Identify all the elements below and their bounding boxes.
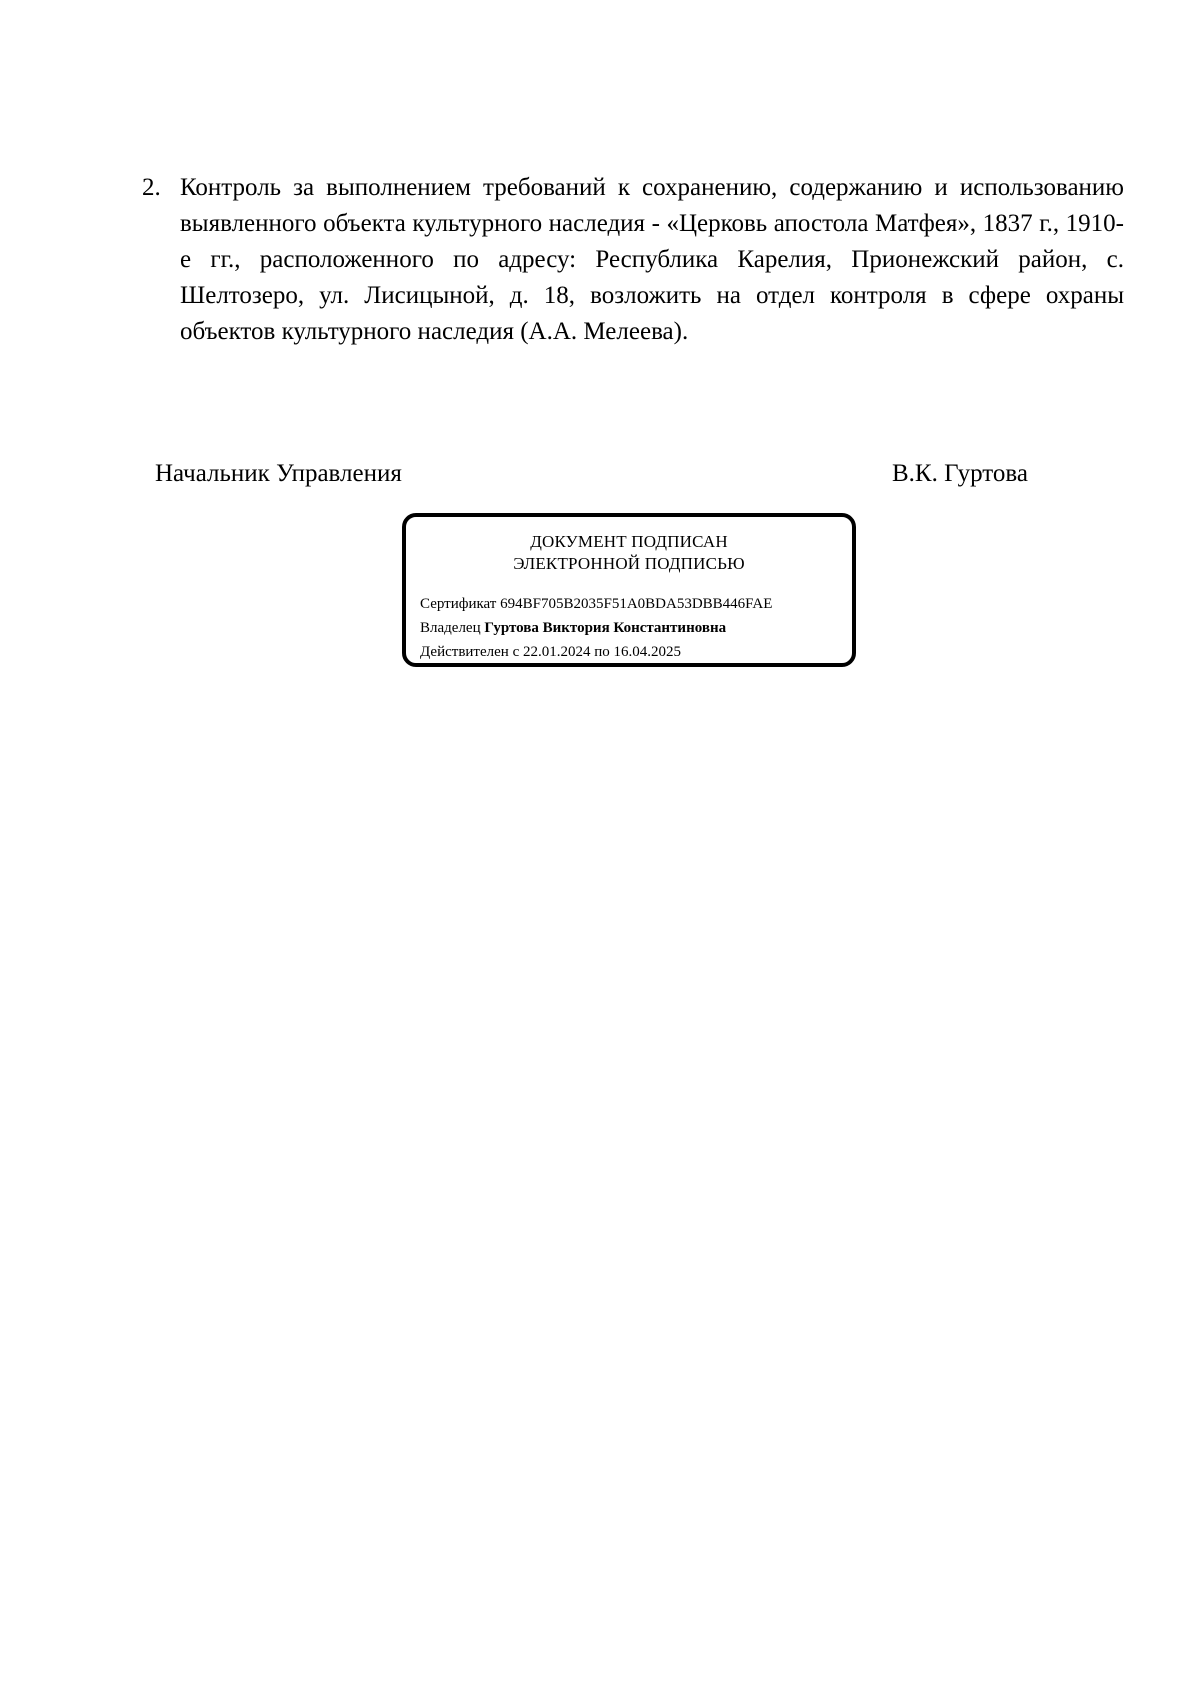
stamp-heading-line-2: ЭЛЕКТРОННОЙ ПОДПИСЬЮ <box>513 554 745 573</box>
electronic-signature-stamp <box>402 513 856 667</box>
stamp-heading <box>406 531 852 575</box>
owner-label: Владелец <box>420 620 481 636</box>
validity-label: Действителен <box>420 644 509 660</box>
validity-from-prefix: с <box>512 644 520 660</box>
signatory-title: Начальник Управления <box>155 460 402 487</box>
clause-2 <box>142 170 1124 350</box>
owner-value: Гуртова Виктория Константиновна <box>484 620 727 636</box>
signatory-name: В.К. Гуртова <box>892 460 1028 487</box>
certificate-label: Сертификат <box>420 596 497 612</box>
validity-from: 22.01.2024 <box>522 644 591 660</box>
clause-number: 2. <box>142 174 161 201</box>
stamp-certificate-row <box>420 595 772 613</box>
stamp-owner-row <box>420 619 726 637</box>
clause-text: Контроль за выполнением требований к сохранению, содержанию и использованию выявленного объекта культурного наследия - «Церковь апостола Матфея», 1837 г., 1910-е гг., расположенного по адресу: Республика Карелия, Прионежский район, с. Шелтозеро, ул. Лисицыной, д. 18, возложить на отдел контроля в сфере охраны объектов культурного наследия (А.А. Мелеева). <box>180 174 1124 345</box>
validity-to-prefix: по <box>594 644 610 660</box>
certificate-value: 694BF705B2035F51A0BDA53DBB446FAE <box>500 596 773 612</box>
validity-to: 16.04.2025 <box>613 644 682 660</box>
stamp-heading-line-1: ДОКУМЕНТ ПОДПИСАН <box>530 532 728 551</box>
stamp-validity-row <box>420 643 681 661</box>
